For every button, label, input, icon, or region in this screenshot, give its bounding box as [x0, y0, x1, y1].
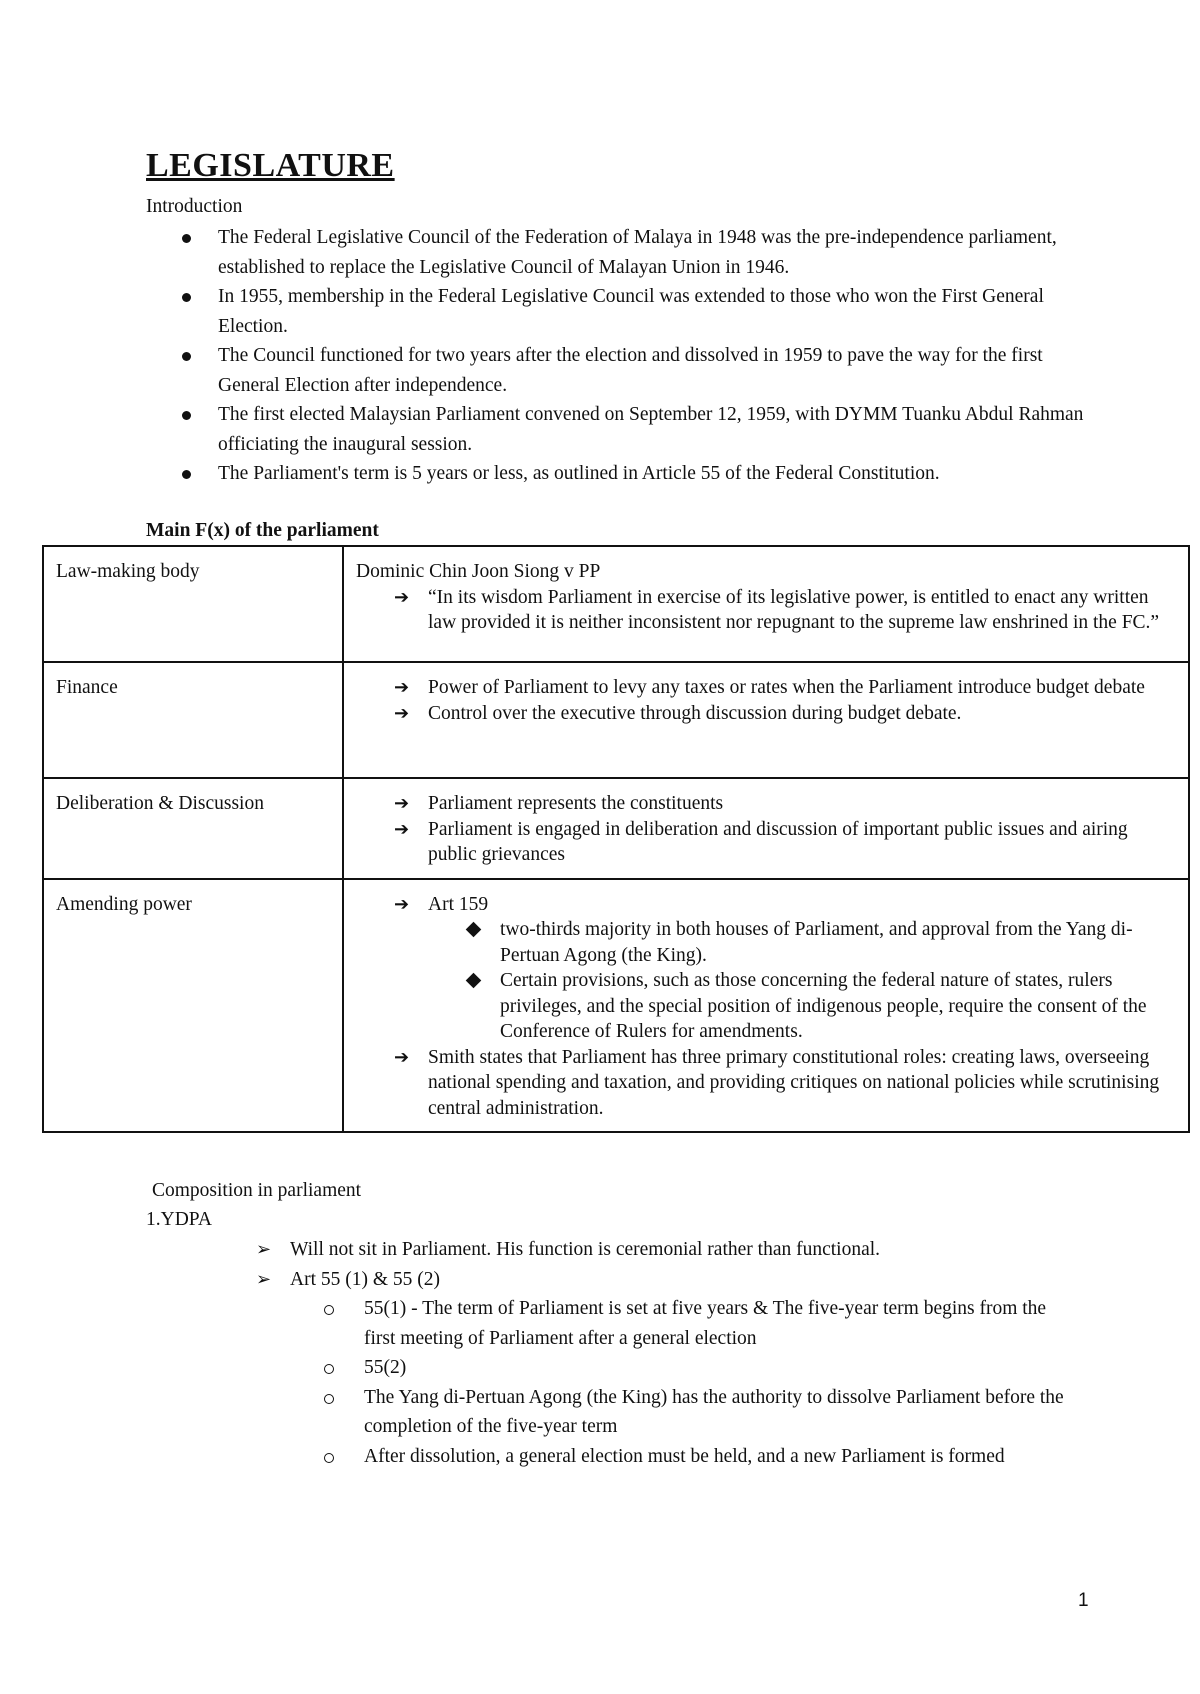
arrow-icon: ➔	[394, 1046, 410, 1067]
diamond-bullet-icon	[466, 922, 482, 938]
function-name: Amending power	[43, 879, 343, 1133]
table-row	[43, 778, 1189, 879]
list-item: ➔ “In its wisdom Parliament in exercise of its legislative power, is entitled to enact any written law provided it is neither inconsistent nor repugnant to the supreme law enshrined in the FC.”	[394, 586, 1160, 633]
function-name: Finance	[43, 662, 343, 778]
function-name: Deliberation & Discussion	[43, 778, 343, 879]
list-item: The Parliament's term is 5 years or less, as outlined in Article 55 of the Federal Constitution.	[146, 459, 1086, 489]
arrowhead-bullet-icon: ➢	[256, 1268, 272, 1289]
list-item: Certain provisions, such as those concerning the federal nature of states, rulers privileges, and the special position of indigenous people, require the consent of the Conference of Rulers for amendments.	[428, 968, 1176, 1045]
bullet-icon	[182, 293, 191, 302]
introduction-list	[146, 223, 1086, 489]
list-item: The Yang di-Pertuan Agong (the King) has the authority to dissolve Parliament before the completion of the five-year term	[290, 1383, 1070, 1442]
arrow-icon: ➔	[394, 677, 410, 697]
bullet-icon	[182, 352, 191, 361]
list-item: 55(1) - The term of Parliament is set at five years & The five-year term begins from the first meeting of Parliament after a general election	[290, 1294, 1070, 1353]
arrowhead-bullet-icon: ➢	[256, 1239, 272, 1259]
list-item: ➔ Parliament represents the constituents	[356, 791, 1176, 817]
function-details	[343, 879, 1189, 1133]
list-item: ➔ Power of Parliament to levy any taxes or rates when the Parliament introduce budget debate	[356, 675, 1176, 701]
page-title: LEGISLATURE	[146, 147, 395, 184]
list-item: two-thirds majority in both houses of Parliament, and approval from the Yang di-Pertuan Agong (the King).	[428, 917, 1176, 968]
composition-heading: Composition in parliament	[152, 1180, 362, 1201]
arrow-icon: ➔	[394, 893, 410, 914]
arrow-icon: ➔	[394, 702, 410, 723]
circle-bullet-icon	[324, 1394, 334, 1404]
bullet-icon	[182, 470, 191, 479]
function-details	[343, 546, 1189, 662]
ydpa-label: 1.YDPA	[146, 1209, 212, 1230]
case-title: Dominic Chin Joon Siong v PP	[356, 561, 601, 582]
function-details	[343, 778, 1189, 879]
page-number: 1	[1078, 1590, 1089, 1611]
table-row	[43, 662, 1189, 778]
function-details	[343, 662, 1189, 778]
list-item: The Council functioned for two years after the election and dissolved in 1959 to pave the way for the first General Election after independence.	[146, 341, 1086, 400]
list-item: After dissolution, a general election must be held, and a new Parliament is formed	[290, 1442, 1070, 1472]
table-row	[43, 879, 1189, 1133]
function-name: Law-making body	[43, 546, 343, 662]
circle-bullet-icon	[324, 1364, 334, 1374]
diamond-bullet-icon	[466, 973, 482, 989]
list-item: ➢ Art 55 (1) & 55 (2) 55(1) - The term of Parliament is set at five years & The five-year term begins from the first meeting of Parliament after a general election 55(2) The Yang di-Pertuan Agong (the King) has the authority to dissolve Parliament before the completion of the five-year term After dissolution, a general election must be held, and a new Parliament is formed	[146, 1265, 1086, 1472]
list-item: ➔ Parliament is engaged in deliberation and discussion of important public issues and airing public grievances	[394, 818, 1128, 865]
list-item: ➔ Smith states that Parliament has three primary constitutional roles: creating laws, overseeing national spending and taxation, and providing critiques on national policies while scrutinising central administration.	[394, 1046, 1160, 1119]
circle-bullet-icon	[324, 1453, 334, 1463]
list-item: The first elected Malaysian Parliament convened on September 12, 1959, with DYMM Tuanku Abdul Rahman officiating the inaugural session.	[146, 400, 1086, 459]
list-item: In 1955, membership in the Federal Legislative Council was extended to those who won the First General Election.	[146, 282, 1086, 341]
circle-bullet-icon	[324, 1305, 334, 1315]
functions-table	[42, 545, 1190, 1133]
table-row	[43, 546, 1189, 662]
bullet-icon	[182, 234, 191, 243]
list-item: 55(2)	[290, 1353, 1070, 1383]
arrow-icon: ➔	[394, 818, 410, 839]
list-item: ➔ Control over the executive through discussion during budget debate.	[356, 701, 1176, 727]
arrow-icon: ➔	[394, 586, 410, 607]
functions-heading: Main F(x) of the parliament	[146, 520, 379, 541]
introduction-label: Introduction	[146, 196, 243, 217]
bullet-icon	[182, 411, 191, 420]
arrow-icon: ➔	[394, 793, 410, 813]
list-item: ➢ Will not sit in Parliament. His function is ceremonial rather than functional.	[146, 1235, 1086, 1265]
composition-list	[146, 1235, 1086, 1471]
list-item: The Federal Legislative Council of the Federation of Malaya in 1948 was the pre-independence parliament, established to replace the Legislative Council of Malayan Union in 1946.	[146, 223, 1086, 282]
list-item: ➔ Art 159 two-thirds majority in both houses of Parliament, and approval from the Yang di-Pertuan Agong (the King). Certain provisions, such as those concerning the federal nature of states, rulers privileges, and the special position of indigenous people, require the consent of the Conference of Rulers for amendments.	[356, 892, 1176, 1045]
